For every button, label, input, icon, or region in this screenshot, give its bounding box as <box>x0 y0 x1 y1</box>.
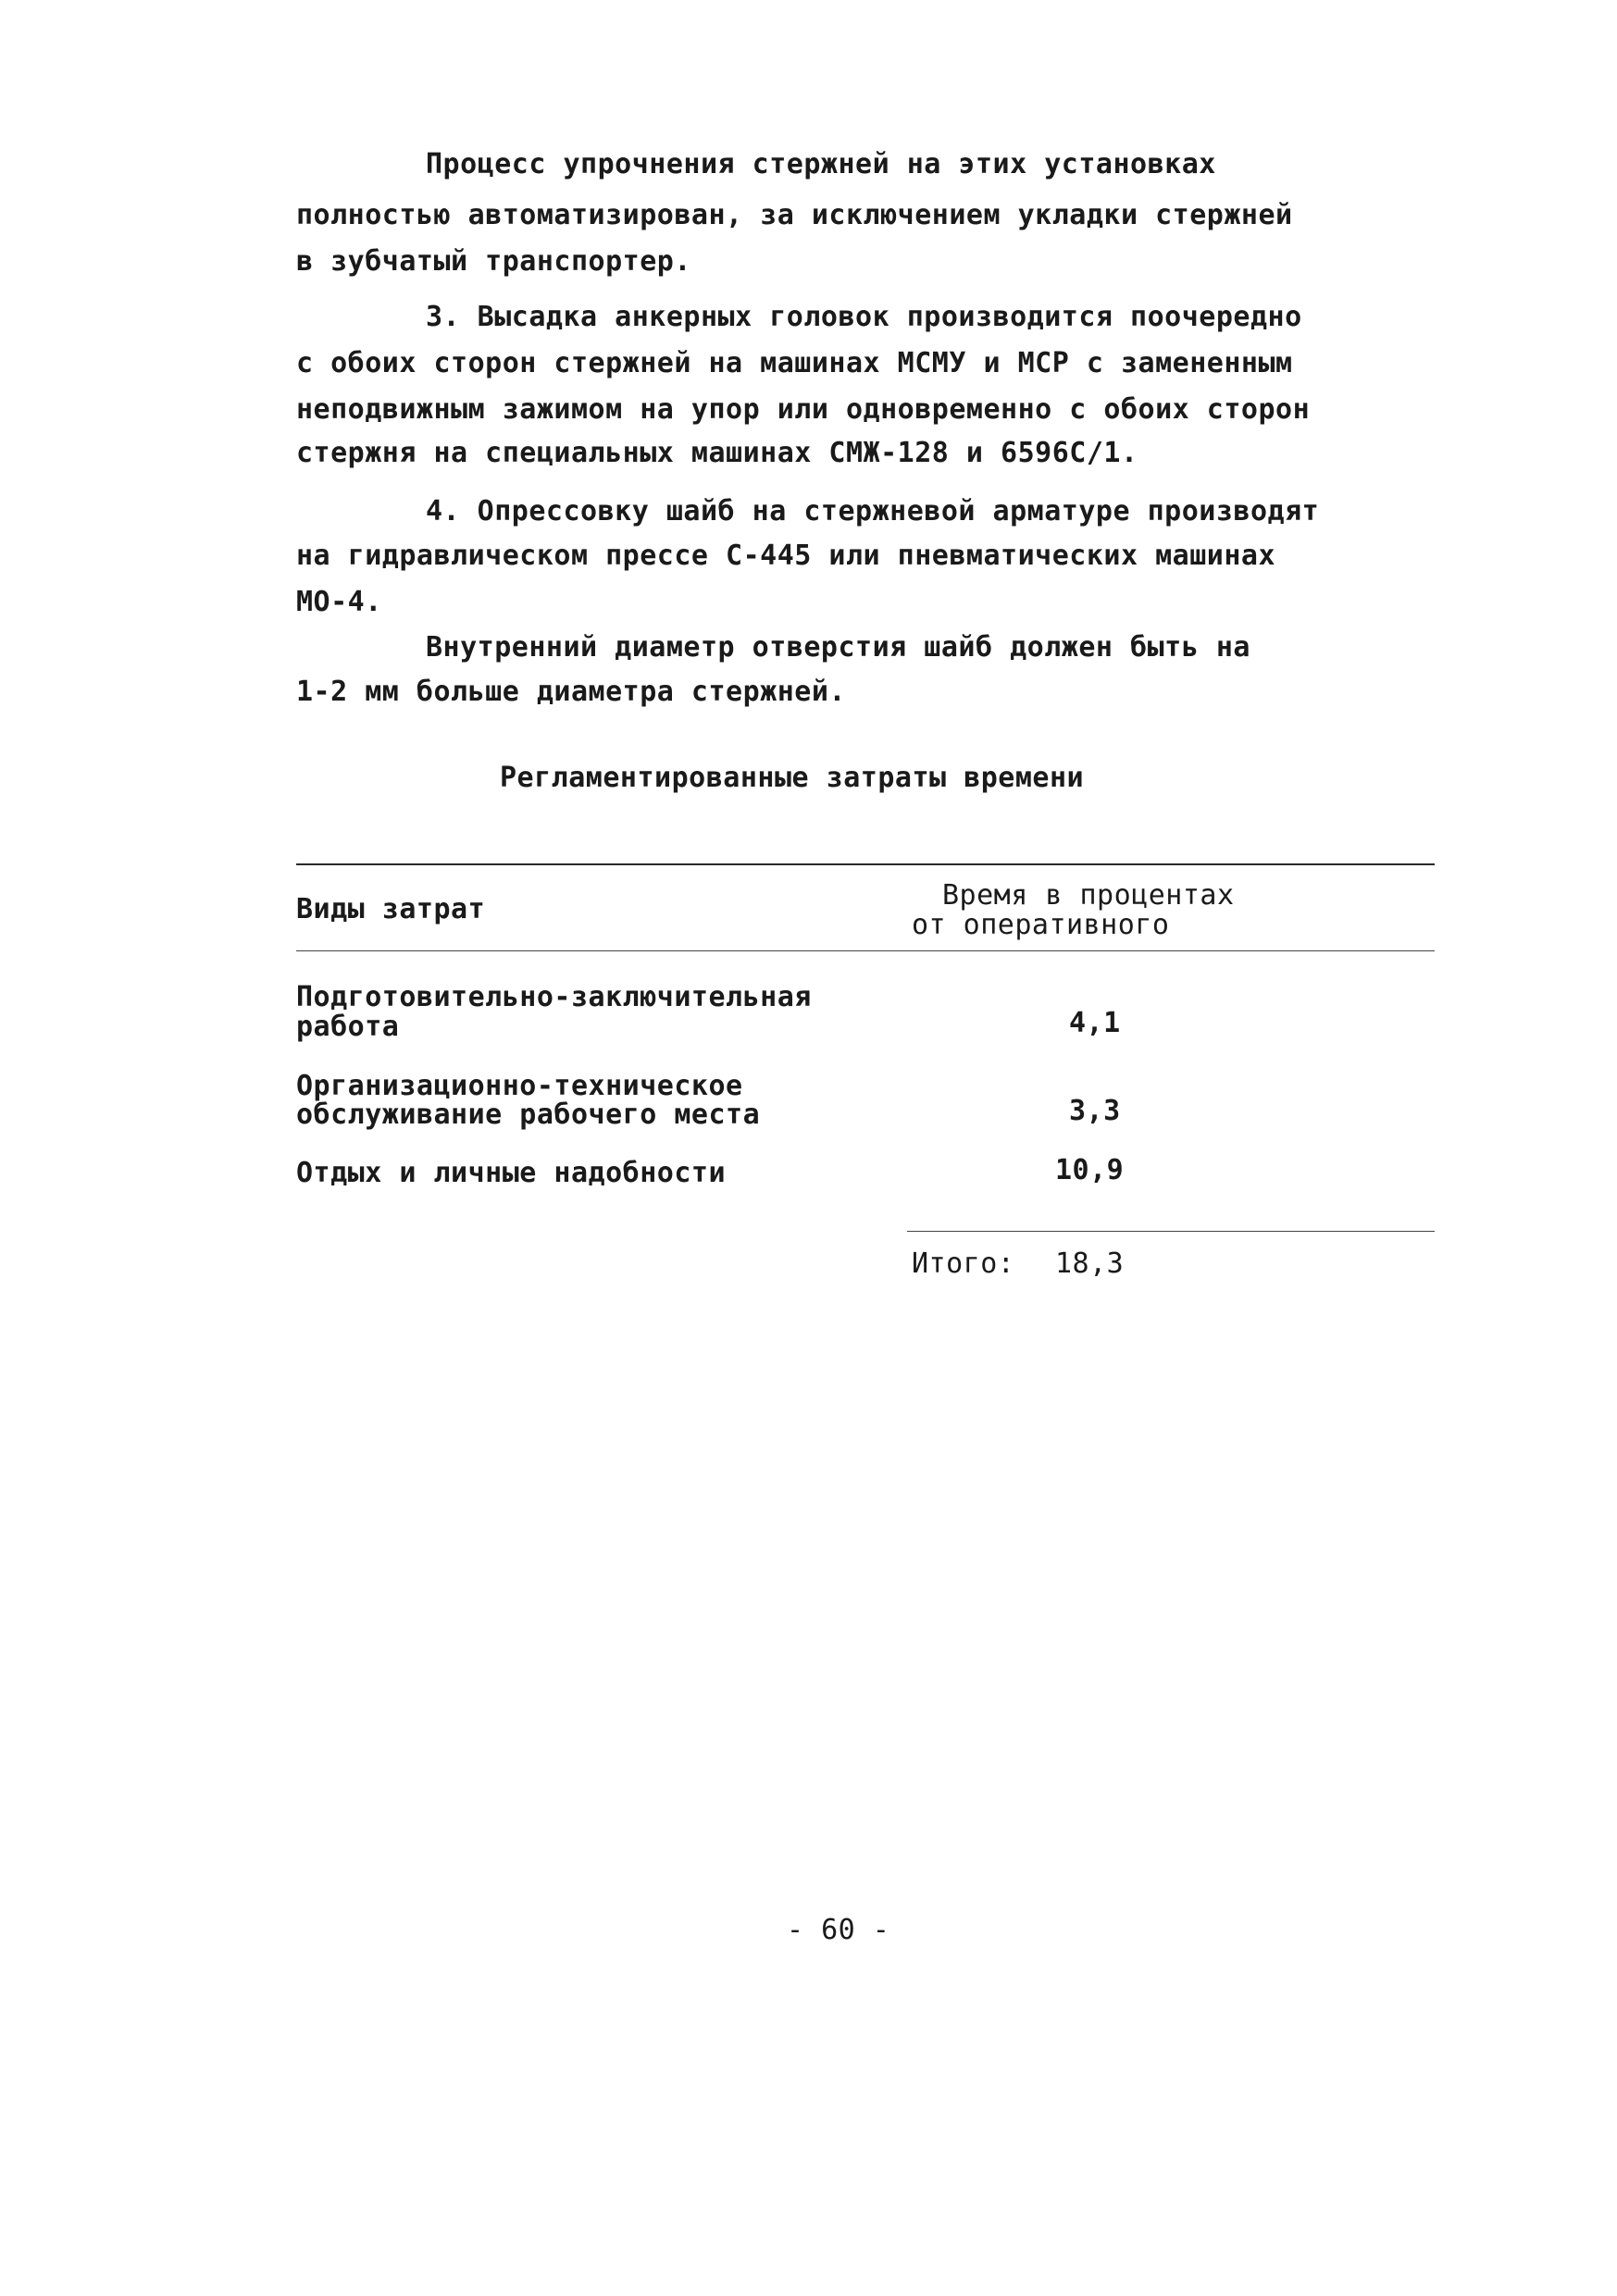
paragraph-1-line-2: полностью автоматизирован, за исключением укладки стержней <box>296 199 1293 231</box>
table-total-value: 18,3 <box>1055 1247 1125 1280</box>
paragraph-4-line-1: Внутренний диаметр отверстия шайб должен быть на <box>426 631 1250 664</box>
paragraph-3-line-2: на гидравлическом прессе С-445 или пневматических машинах <box>296 540 1276 572</box>
paragraph-1-line-1: Процесс упрочнения стержней на этих установках <box>426 148 1216 180</box>
paragraph-2-line-3: неподвижным зажимом на упор или одновременно с обоих сторон <box>296 393 1311 426</box>
table-total-rule <box>907 1231 1435 1232</box>
paragraph-2-line-1: 3. Высадка анкерных головок производится поочередно <box>426 301 1302 333</box>
table-row-1-value: 4,1 <box>1069 1007 1121 1039</box>
paragraph-3-line-1: 4. Опрессовку шайб на стержневой арматуре производят <box>426 495 1320 527</box>
table-header-time-line-1: Время в процентах <box>942 879 1235 912</box>
paragraph-1-line-3: в зубчатый транспортер. <box>296 245 691 278</box>
table-header-time-line-2: от оперативного <box>912 909 1170 941</box>
paragraph-2-line-2: с обоих сторон стержней на машинах МСМУ и МСР с замененным <box>296 347 1293 379</box>
table-row-3-label-line-1: Отдых и личные надобности <box>296 1157 727 1189</box>
table-total-label: Итого: <box>912 1247 1015 1280</box>
table-title: Регламентированные затраты времени <box>500 762 1085 794</box>
table-row-2-value: 3,3 <box>1069 1095 1121 1127</box>
table-header-types: Виды затрат <box>296 893 486 925</box>
table-row-1-label-line-2: работа <box>296 1011 400 1043</box>
table-row-3-value: 10,9 <box>1055 1154 1125 1186</box>
table-row-2-label-line-1: Организационно-техническое <box>296 1070 743 1102</box>
paragraph-3-line-3: МО-4. <box>296 586 382 618</box>
table-row-1-label-line-1: Подготовительно-заключительная <box>296 981 812 1013</box>
table-row-2-label-line-2: обслуживание рабочего места <box>296 1098 761 1131</box>
paragraph-2-line-4: стержня на специальных машинах СМЖ-128 и 6596С/1. <box>296 437 1138 469</box>
paragraph-4-line-2: 1-2 мм больше диаметра стержней. <box>296 676 846 708</box>
page-number: - 60 - <box>787 1914 890 1946</box>
table-header-rule <box>296 950 1435 951</box>
table-top-rule <box>296 863 1435 865</box>
